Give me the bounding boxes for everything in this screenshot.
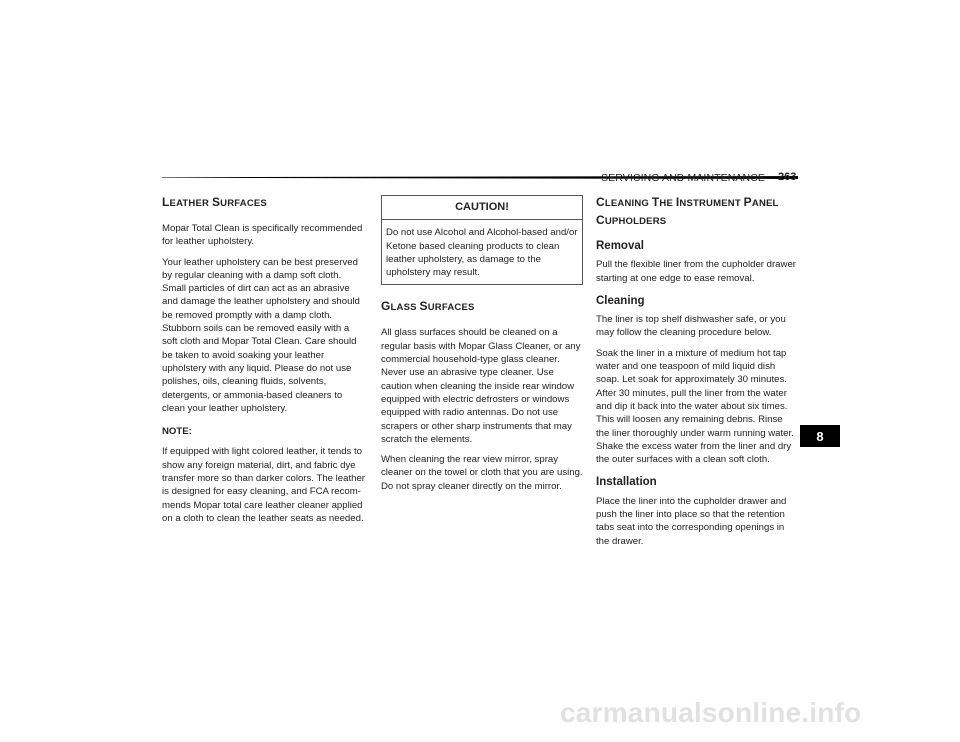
column-left (162, 194, 367, 532)
heading-glass-surfaces: GLASS SURFACES (381, 299, 475, 314)
installation-text: Place the liner into the cupholder drawer and push the liner into place so that the retention tabs seat into the corresponding openings in the drawer. (596, 495, 787, 547)
note-text: If equipped with light colored leather, it tends to show any foreign material, dirt, and fabric dye transfer more so than darker colors. The leather is designed for easy cleaning, and FCA recom-mends Mopar total care leather cleaner applied on a cloth to clean the leather seats as needed. (162, 446, 365, 524)
section-tab: 8 (800, 425, 840, 447)
column-middle (381, 195, 583, 500)
heading-cleaning-instrument-panel-cupholders: CLEANING THE INSTRUMENT PANEL CUPHOLDERS (596, 195, 779, 227)
caution-box (381, 195, 583, 285)
running-header: SERVICING AND MAINTENANCE (601, 172, 765, 184)
cleaning-paragraph-1: The liner is top shelf dishwasher safe, or you may follow the cleaning procedure below. (596, 314, 786, 339)
glass-paragraph-1: All glass surfaces should be cleaned on a regular basis with Mopar Glass Cleaner, or any commercial household-type glass cleaner. Never use an abrasive type cleaner. Use caution when cleaning the inside rear window equipped with electric defrosters or windows equipped with radio antennas. Do not use scrapers or other sharp instruments that may scratch the elements. (381, 327, 581, 445)
cleaning-paragraph-2: Soak the liner in a mixture of medium hot tap water and one teaspoon of mild liquid dish soap. Let soak for approximately 30 minutes. After 30 minutes, pull the liner from the water and dip it back into the water about six times. This will loosen any remaining debris. Rinse the liner thoroughly under warm running water. Shake the excess water from the liner and dry the outer surfaces with a clean soft cloth. (596, 347, 794, 466)
heading-leather-surfaces: LEATHER SURFACES (162, 195, 267, 209)
leather-paragraph-1: Mopar Total Clean is specifically recommended for leather upholstery. (162, 223, 363, 248)
page-number: 263 (778, 171, 797, 183)
leather-paragraph-2: Your leather upholstery can be best preserved by regular cleaning with a damp soft cloth. Small particles of dirt can act as an abrasive and damage the leather upholstery and should be removed promptly with a damp cloth. Stubborn soils can be removed easily with a soft cloth and Mopar Total Clean. Care should be taken to avoid soaking your leather upholstery with any liquid. Please do not use polishes, oils, cleaning fluids, solvents, detergents, or ammonia-based cleaners to clean your leather upholstery. (162, 256, 360, 414)
caution-title: CAUTION! (382, 196, 582, 220)
heading-cleaning: Cleaning (596, 294, 645, 307)
removal-text: Pull the flexible liner from the cupholder drawer starting at one edge to ease removal. (596, 259, 796, 284)
heading-installation: Installation (596, 476, 657, 489)
note-label: NOTE: (162, 426, 192, 438)
watermark: carmanualsonline.info (560, 697, 862, 728)
glass-paragraph-2: When cleaning the rear view mirror, spray cleaner on the towel or cloth that you are using. Do not spray cleaner directly on the mirror. (381, 454, 583, 492)
column-right (596, 194, 798, 555)
heading-removal: Removal (596, 240, 644, 252)
caution-text: Do not use Alcohol and Alcohol-based and/or Ketone based cleaning products to clean leather upholstery, as damage to the upholstery may result. (386, 227, 578, 279)
